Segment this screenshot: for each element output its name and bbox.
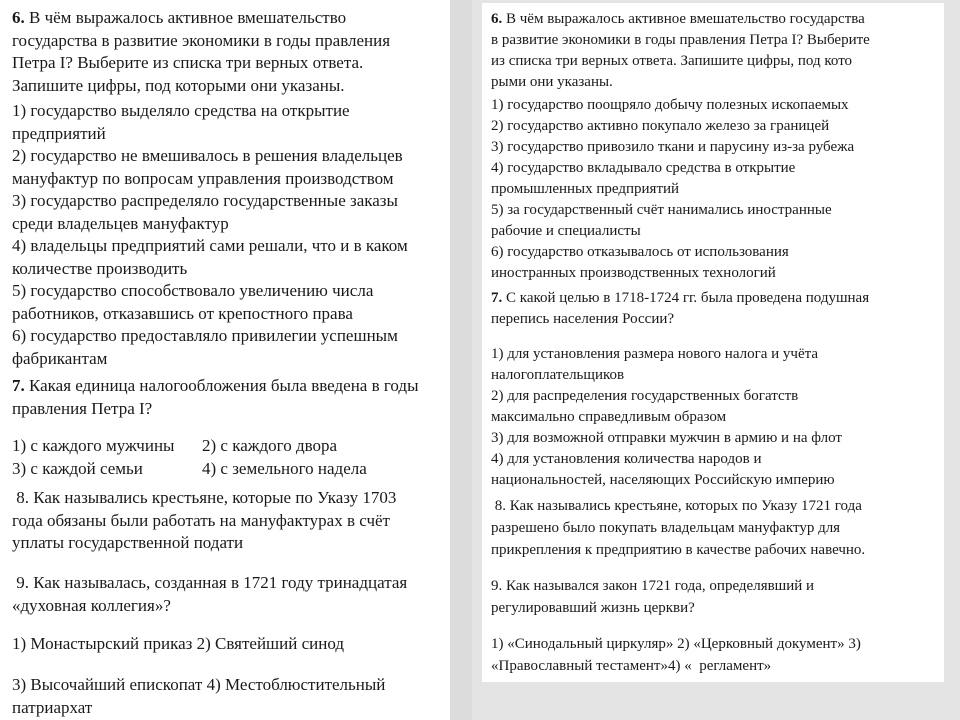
right-q6-options: 1) государство поощряло добычу полезных ископаемых 2) государство активно покупало железо за границей 3) государство привозило ткани и парусину из-за рубежа 4) государство вкладывало средства в открытие промышленных предприятий 5) за государственный счёт нанимались иностранные рабочие и специалисты 6) государство отказывалось от использования иностранных производственных технологий [491,97,855,281]
right-q9-question: 9. Как назывался закон 1721 года, определявший и регулировавший жизнь церкви? [491,578,815,616]
left-q7-number: 7. [12,376,25,395]
right-q9-options: 1) «Синодальный циркуляр» 2) «Церковный документ» 3) «Православный тестамент»4) « регламент» [491,636,861,674]
left-page [0,0,450,720]
left-q7-question: 7. Какая единица налогообложения была введена в годы правления Петра I? [12,376,419,418]
right-q7-options: 1) для установления размера нового налога и учёта налогоплательщиков 2) для распределения государственных богатств максимально справедливым образом 3) для возможной отправки мужчин в армию и на флот 4) для установления количества народов и национальностей, населяющих Российскую империю [491,346,842,488]
left-q9-option-2: 3) Высочайший епископат 4) Местоблюстительный патриархат [12,675,386,717]
left-q6-options: 1) государство выделяло средства на открытие предприятий 2) государство не вмешивалось в решения владельцев мануфактур по вопросам управления производством 3) государство распределяло государственные заказы среди владельцев мануфактур 4) владельцы предприятий сами решали, что и в каком количестве производить 5) государство способствовало увеличению числа работников, отказавшись от крепостного права 6) государство предоставляло привилегии успешным фабрикантам [12,101,408,368]
left-q6-question: 6. В чём выражалось активное вмешательство государства в развитие экономики в годы правления Петра I? Выберите из списка три верных ответа. Запишите цифры, под которыми они указаны. [12,8,391,95]
left-q6-number: 6. [12,8,25,27]
left-q9-question: 9. Как называлась, созданная в 1721 году тринадцатая «духовная коллегия»? [12,573,408,615]
right-q7-question: 7. С какой целью в 1718-1724 гг. была проведена подушная перепись населения России? [491,290,870,327]
left-q8-question: 8. Как назывались крестьяне, которые по Указу 1703 года обязаны были работать на мануфактурах в счёт уплаты государственной подати [12,488,397,552]
right-page [482,3,944,682]
right-page-background [472,0,960,720]
right-q7-number: 7. [491,290,503,306]
page-divider [450,0,472,720]
left-q9-option-1: 1) Монастырский приказ 2) Святейший синод [12,634,344,653]
right-q8-question: 8. Как назывались крестьяне, которых по Указу 1721 года разрешено было покупать владельцам мануфактур для прикрепления к предприятию в качестве рабочих навечно. [491,498,866,558]
right-q6-number: 6. [491,11,503,27]
left-q7-options: 1) с каждого мужчины 2) с каждого двора 3) с каждой семьи 4) с земельного надела [12,436,367,478]
right-q6-question: 6. В чём выражалось активное вмешательство государства в развитие экономики в годы правления Петра I? Выберите из списка три верных ответа. Запишите цифры, под кото рыми они указаны. [491,11,870,90]
